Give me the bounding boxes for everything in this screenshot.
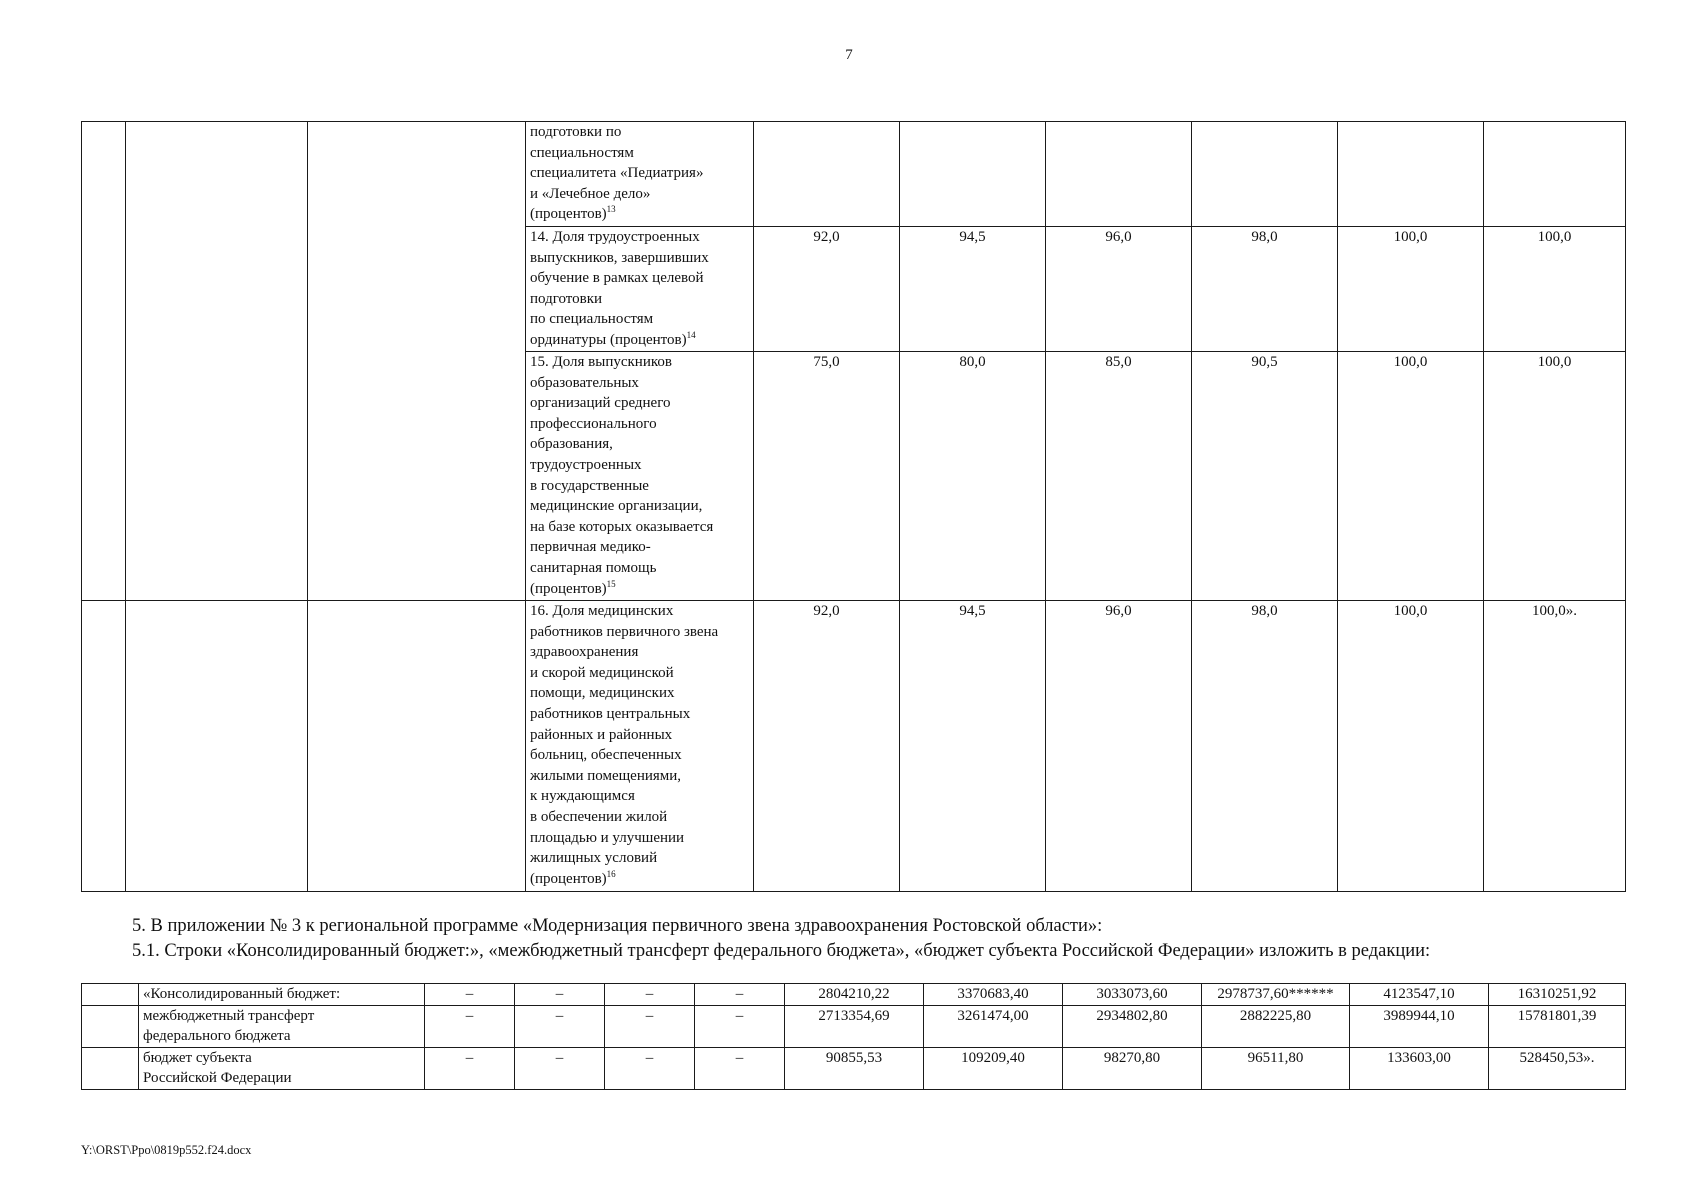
- indicator-description: [526, 122, 754, 227]
- blank-cell: [126, 601, 308, 892]
- footnote-marker: 13: [606, 204, 616, 215]
- budget-row-label: «Консолидированный бюджет:: [139, 984, 425, 1006]
- dash-cell: –: [695, 984, 785, 1006]
- blank-cell: [82, 601, 126, 892]
- footnote-marker: 16: [606, 868, 616, 879]
- blank-cell: [308, 352, 526, 601]
- dash-cell: –: [605, 1005, 695, 1047]
- amendment-subheading: 5.1. Строки «Консолидированный бюджет:», «межбюджетный трансферт федерального бюджета», «бюджет субъекта Российской Федерации» изложить в редакции:: [132, 941, 1431, 961]
- footnote-marker: 15: [606, 578, 616, 589]
- budget-value: 16310251,92: [1489, 984, 1626, 1006]
- value-cell: 85,0: [1046, 352, 1192, 601]
- value-cell: [1338, 122, 1484, 227]
- amendment-heading: 5. В приложении № 3 к региональной программе «Модернизация первичного звена здравоохранения Ростовской области»:: [132, 916, 1103, 936]
- dash-cell: –: [425, 984, 515, 1006]
- blank-cell: [82, 1047, 139, 1089]
- blank-cell: [126, 352, 308, 601]
- budget-value: 90855,53: [785, 1047, 924, 1089]
- value-cell: 94,5: [900, 227, 1046, 352]
- budget-row-label: бюджет субъекта Российской Федерации: [139, 1047, 425, 1089]
- indicators-table: [81, 121, 1626, 892]
- dash-cell: –: [425, 1005, 515, 1047]
- budget-value: 2934802,80: [1063, 1005, 1202, 1047]
- indicator-text: 15. Доля выпускников образовательных организаций среднего профессионального образования, трудоустроенных в государственные медицинские организации, на базе которых оказывается первичная медико- санитарная помощь (процентов): [530, 354, 714, 597]
- indicator-description: [526, 227, 754, 352]
- dash-cell: –: [605, 984, 695, 1006]
- value-cell: 92,0: [754, 227, 900, 352]
- dash-cell: –: [515, 1005, 605, 1047]
- blank-cell: [308, 227, 526, 352]
- budget-value: 15781801,39: [1489, 1005, 1626, 1047]
- budget-value: 2713354,69: [785, 1005, 924, 1047]
- blank-cell: [82, 227, 126, 352]
- budget-value: 2804210,22: [785, 984, 924, 1006]
- blank-cell: [308, 601, 526, 892]
- budget-value: 528450,53».: [1489, 1047, 1626, 1089]
- indicator-description: [526, 601, 754, 892]
- budget-value: 3261474,00: [924, 1005, 1063, 1047]
- dash-cell: –: [605, 1047, 695, 1089]
- indicator-description: [526, 352, 754, 601]
- budget-value: 2978737,60******: [1202, 984, 1350, 1006]
- blank-cell: [82, 352, 126, 601]
- footnote-marker: 14: [686, 329, 696, 340]
- budget-value: 109209,40: [924, 1047, 1063, 1089]
- budget-row-label: межбюджетный трансферт федерального бюджета: [139, 1005, 425, 1047]
- budget-row: [82, 984, 1626, 1006]
- value-cell: [1484, 122, 1626, 227]
- budget-value: 3033073,60: [1063, 984, 1202, 1006]
- budget-value: 98270,80: [1063, 1047, 1202, 1089]
- indicator-row: [82, 227, 1626, 352]
- value-cell: 100,0: [1338, 352, 1484, 601]
- dash-cell: –: [425, 1047, 515, 1089]
- value-cell: [754, 122, 900, 227]
- footer-file-path: Y:\ORST\Ppo\0819p552.f24.docx: [81, 1143, 252, 1157]
- value-cell: 94,5: [900, 601, 1046, 892]
- indicator-text: 16. Доля медицинских работников первичного звена здравоохранения и скорой медицинской помощи, медицинских работников центральных районных и районных больниц, обеспеченных жилыми помещениями, к нуждающимся в обеспечении жилой площадью и улучшении жилищных условий (процентов): [530, 603, 719, 887]
- value-cell: 100,0: [1338, 227, 1484, 352]
- value-cell: 75,0: [754, 352, 900, 601]
- blank-cell: [82, 984, 139, 1006]
- budget-value: 96511,80: [1202, 1047, 1350, 1089]
- value-cell: 100,0: [1484, 352, 1626, 601]
- blank-cell: [126, 227, 308, 352]
- dash-cell: –: [695, 1047, 785, 1089]
- budget-value: 3989944,10: [1350, 1005, 1489, 1047]
- indicator-row: [82, 352, 1626, 601]
- dash-cell: –: [695, 1005, 785, 1047]
- value-cell: 80,0: [900, 352, 1046, 601]
- value-cell: 98,0: [1192, 227, 1338, 352]
- value-cell: 96,0: [1046, 601, 1192, 892]
- value-cell: 100,0».: [1484, 601, 1626, 892]
- dash-cell: –: [515, 1047, 605, 1089]
- value-cell: [1192, 122, 1338, 227]
- indicator-text: 14. Доля трудоустроенных выпускников, завершивших обучение в рамках целевой подготовки по специальностям ординатуры (процентов): [530, 229, 709, 348]
- budget-table: [81, 983, 1626, 1090]
- value-cell: [1046, 122, 1192, 227]
- budget-value: 3370683,40: [924, 984, 1063, 1006]
- blank-cell: [126, 122, 308, 227]
- blank-cell: [82, 1005, 139, 1047]
- blank-cell: [308, 122, 526, 227]
- value-cell: 98,0: [1192, 601, 1338, 892]
- blank-cell: [82, 122, 126, 227]
- value-cell: 92,0: [754, 601, 900, 892]
- value-cell: 100,0: [1484, 227, 1626, 352]
- dash-cell: –: [515, 984, 605, 1006]
- budget-value: 133603,00: [1350, 1047, 1489, 1089]
- budget-row: [82, 1005, 1626, 1047]
- value-cell: [900, 122, 1046, 227]
- value-cell: 96,0: [1046, 227, 1192, 352]
- budget-value: 4123547,10: [1350, 984, 1489, 1006]
- value-cell: 90,5: [1192, 352, 1338, 601]
- indicator-text: подготовки по специальностям специалитета «Педиатрия» и «Лечебное дело» (процентов): [530, 124, 704, 223]
- indicator-row: [82, 601, 1626, 892]
- budget-value: 2882225,80: [1202, 1005, 1350, 1047]
- page-number: 7: [845, 47, 853, 63]
- indicator-row: [82, 122, 1626, 227]
- value-cell: 100,0: [1338, 601, 1484, 892]
- budget-row: [82, 1047, 1626, 1089]
